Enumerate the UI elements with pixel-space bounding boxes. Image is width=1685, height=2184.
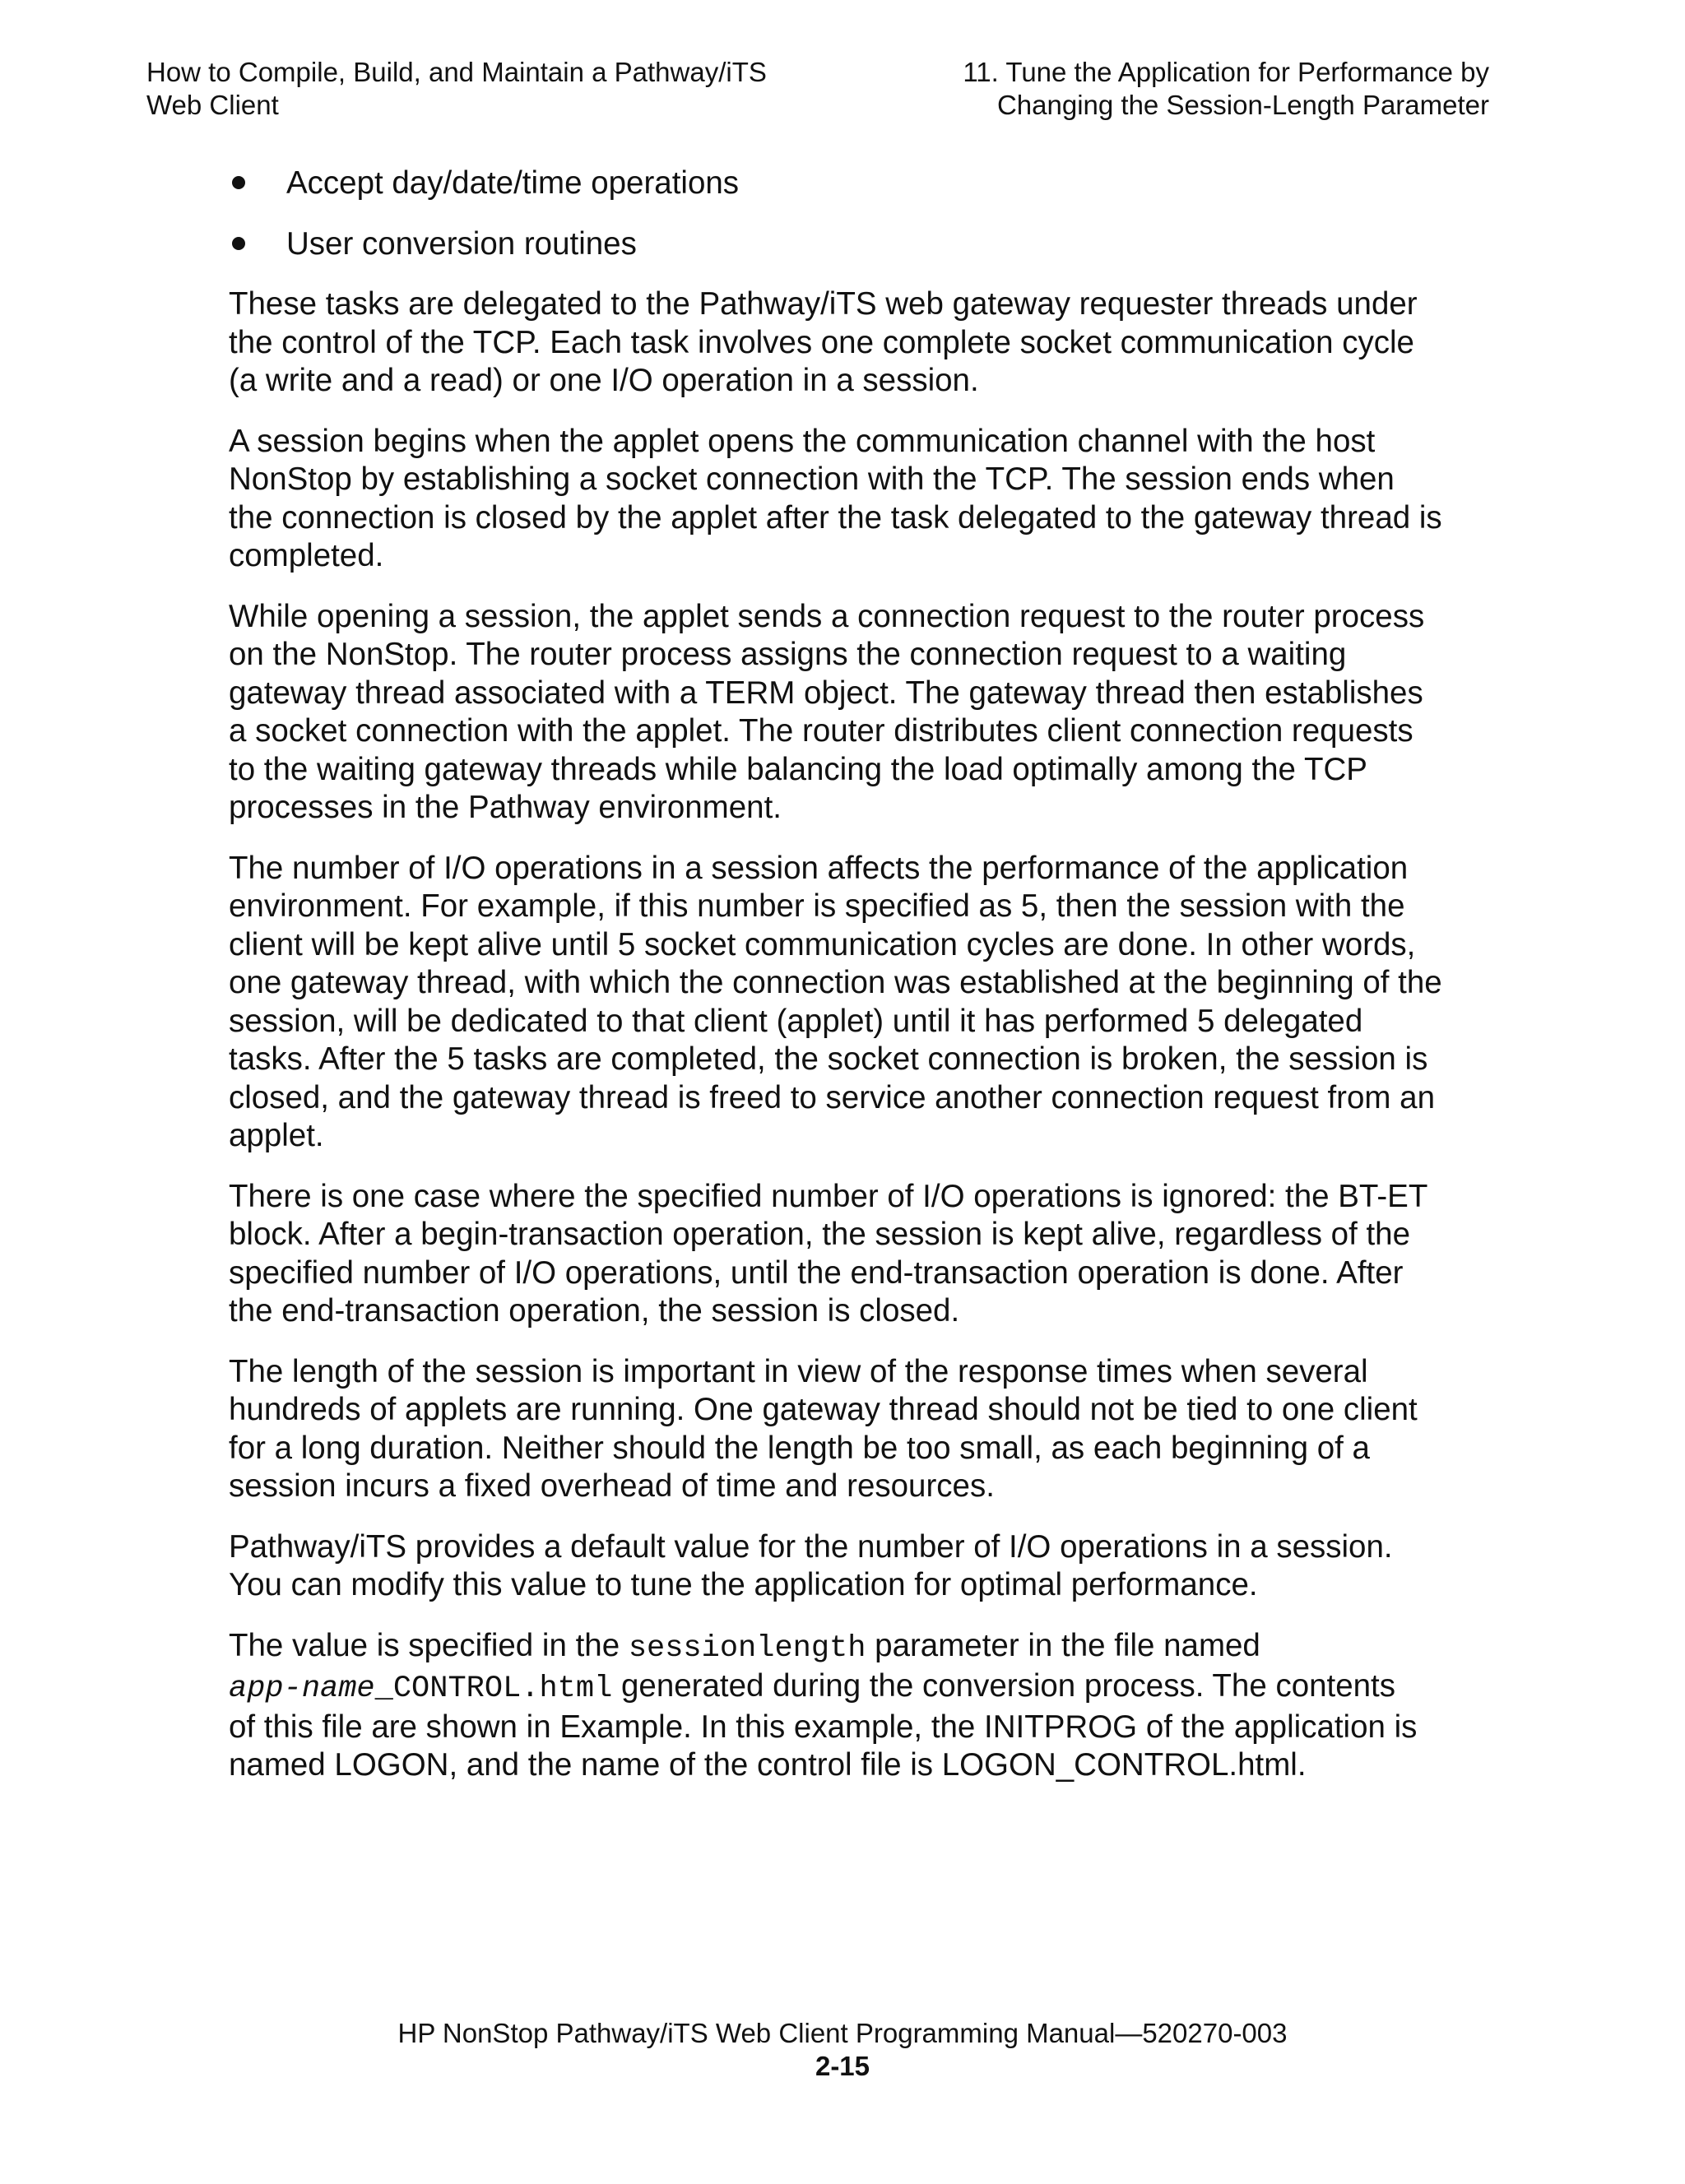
paragraph xyxy=(229,423,1512,576)
paragraph-line: Pathway/iTS provides a default value for the number of I/O operations in a session. xyxy=(229,1528,1393,1565)
page-body xyxy=(229,165,1512,1807)
paragraph-line: block. After a begin-transaction operation, the session is kept alive, regardless of the xyxy=(229,1217,1411,1252)
paragraph xyxy=(229,598,1512,828)
paragraph xyxy=(229,850,1512,1156)
paragraphs xyxy=(229,285,1512,1605)
paragraph-line: to the waiting gateway threads while balancing the load optimally among the TCP xyxy=(229,751,1367,787)
paragraph-line: client will be kept alive until 5 socket communication cycles are done. In other words, xyxy=(229,926,1416,962)
header-left-line: How to Compile, Build, and Maintain a Pathway/iTS xyxy=(146,57,767,87)
paragraph-line: A session begins when the applet opens the communication channel with the host xyxy=(229,423,1376,459)
paragraph-line: You can modify this value to tune the application for optimal performance. xyxy=(229,1567,1258,1602)
paragraph xyxy=(229,1528,1512,1605)
paragraph xyxy=(229,1178,1512,1331)
header-left xyxy=(146,56,767,122)
paragraph-line: named LOGON, and the name of the control file is LOGON_CONTROL.html. xyxy=(229,1747,1307,1783)
page-number: 2-15 xyxy=(815,2051,870,2081)
paragraph-line: of this file are shown in Example. In this example, the INITPROG of the application is xyxy=(229,1709,1418,1745)
header-right-line: Changing the Session-Length Parameter xyxy=(996,90,1489,120)
paragraph xyxy=(229,285,1512,401)
paragraph-line: (a write and a read) or one I/O operation in a session. xyxy=(229,363,979,398)
bullet-icon xyxy=(232,176,245,189)
paragraph-line: gateway thread associated with a TERM object. The gateway thread then establishes xyxy=(229,675,1423,711)
code-control-html: _CONTROL.html xyxy=(374,1672,613,1706)
paragraph-line: environment. For example, if this number is specified as 5, then the session with the xyxy=(229,888,1405,924)
header-right xyxy=(963,56,1489,122)
list-item-text: User conversion routines xyxy=(286,225,637,262)
footer-title: HP NonStop Pathway/iTS Web Client Programming Manual—520270-003 xyxy=(397,2018,1288,2048)
paragraph-line xyxy=(229,1667,1512,1709)
paragraph-line: The length of the session is important in view of the response times when several xyxy=(229,1353,1368,1389)
list-item-text: Accept day/date/time operations xyxy=(286,165,740,201)
paragraph-line: a socket connection with the applet. The router distributes client connection requests xyxy=(229,713,1413,749)
paragraph-line: The number of I/O operations in a session affects the performance of the application xyxy=(229,850,1409,886)
text-run: parameter in the file named xyxy=(866,1627,1260,1663)
paragraph-session-length-value xyxy=(229,1627,1512,1785)
paragraph-line: session incurs a fixed overhead of time and resources. xyxy=(229,1468,995,1504)
paragraph-line: There is one case where the specified number of I/O operations is ignored: the BT-ET xyxy=(229,1178,1428,1214)
paragraph-line: completed. xyxy=(229,538,384,573)
paragraph-line: applet. xyxy=(229,1118,324,1153)
paragraph-line: closed, and the gateway thread is freed to service another connection request from an xyxy=(229,1079,1436,1115)
bullet-list xyxy=(229,165,1512,263)
code-app-name: app-name xyxy=(229,1672,375,1706)
paragraph-line: the end-transaction operation, the session is closed. xyxy=(229,1293,960,1328)
header-right-line: 11. Tune the Application for Performance by xyxy=(963,57,1489,87)
paragraph-line: NonStop by establishing a socket connection with the TCP. The session ends when xyxy=(229,461,1395,497)
list-item xyxy=(229,225,1512,264)
paragraph-line: the connection is closed by the applet after the task delegated to the gateway thread is xyxy=(229,499,1442,536)
paragraph xyxy=(229,1353,1512,1506)
header-left-line: Web Client xyxy=(146,90,279,120)
paragraph-line: These tasks are delegated to the Pathway/iTS web gateway requester threads under xyxy=(229,286,1418,322)
code-sessionlength: sessionlength xyxy=(628,1630,866,1666)
paragraph-line: for a long duration. Neither should the length be too small, as each beginning of a xyxy=(229,1430,1370,1466)
paragraph-line xyxy=(229,1627,1512,1668)
paragraph-line: on the NonStop. The router process assigns the connection request to a waiting xyxy=(229,637,1347,672)
list-item xyxy=(229,165,1512,203)
bullet-icon xyxy=(232,237,245,250)
paragraph-line: one gateway thread, with which the connection was established at the beginning of the xyxy=(229,965,1442,1000)
page-footer xyxy=(0,2017,1685,2083)
text-run: The value is specified in the xyxy=(229,1627,629,1663)
paragraph-line: hundreds of applets are running. One gateway thread should not be tied to one client xyxy=(229,1392,1418,1427)
paragraph-line: the control of the TCP. Each task involves one complete socket communication cycle xyxy=(229,324,1414,360)
paragraph-line: While opening a session, the applet sends a connection request to the router process xyxy=(229,598,1425,634)
paragraph-line: specified number of I/O operations, until the end-transaction operation is done. After xyxy=(229,1254,1404,1291)
paragraph-line: session, will be dedicated to that client (applet) until it has performed 5 delegated xyxy=(229,1003,1363,1039)
paragraph-line: processes in the Pathway environment. xyxy=(229,790,782,825)
text-run: generated during the conversion process. The contents xyxy=(612,1668,1395,1704)
paragraph-line: tasks. After the 5 tasks are completed, the socket connection is broken, the session is xyxy=(229,1041,1428,1077)
